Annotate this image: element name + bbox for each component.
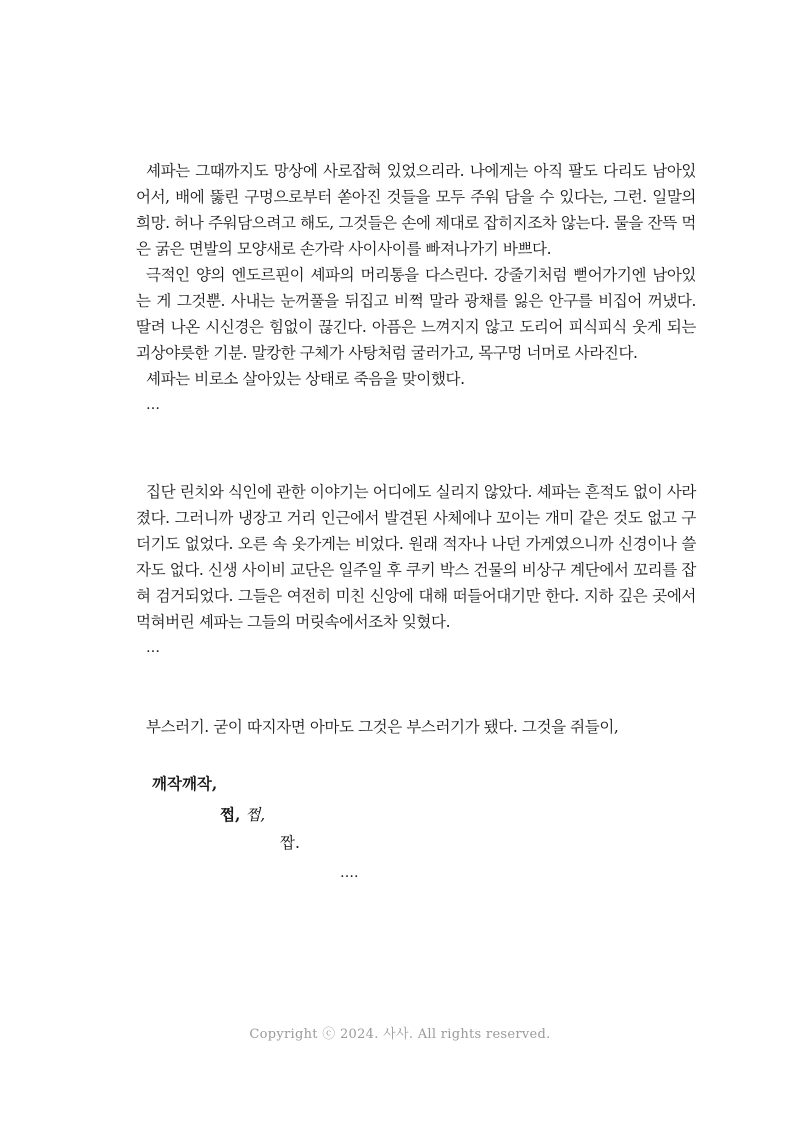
paragraph: 집단 린치와 식인에 관한 이야기는 어디에도 실리지 않았다. 셰파는 흔적도 없이 사라졌다. 그러니까 냉장고 거리 인근에서 발견된 사체에나 꼬이는 개미 같은 것도 없고 구더기도 없었다. 오른 속 옷가게는 비었다. 원래 적자나 나던 가게였으니까 신경이나 쓸 자도 없다. 신생 사이비 교단은 일주일 후 쿠키 박스 건물의 비상구 계단에서 꼬리를 잡혀 검거되었다. 그들은 여전히 미친 신앙에 대해 떠들어대기만 한다. 지하 깊은 곳에서 먹혀버린 셰파는 그들의 머릿속에서조차 잊혔다. — [136, 483, 696, 631]
sound-effect-line-3: 짭. — [280, 834, 300, 852]
sound-effect-line-4: …. — [340, 865, 359, 881]
sound-effect-line-1: 깨작깨작, — [152, 774, 218, 793]
paragraph: 셰파는 비로소 살아있는 상태로 죽음을 맞이했다. — [146, 370, 465, 388]
section-3 — [136, 714, 696, 740]
paragraph: 셰파는 그때까지도 망상에 사로잡혀 있었으리라. 나에게는 아직 팔도 다리도 남아있어서, 배에 뚫린 구멍으로부터 쏟아진 것들을 모두 주워 담을 수 있다는, 그런. 일말의 희망. 허나 주워담으려고 해도, 그것들은 손에 제대로 잡히지조차 않는다. 물을 잔뜩 먹은 굵은 면발의 모양새로 손가락 사이사이를 빠져나가기 바쁘다. — [136, 162, 696, 258]
section-1 — [136, 158, 696, 418]
sound-effect-bold: 쩝, — [220, 805, 241, 824]
ellipsis-divider: … — [146, 397, 160, 413]
copyright-footer: Copyright ⓒ 2024. 사사. All rights reserved. — [249, 1027, 551, 1042]
section-2 — [136, 479, 696, 661]
paragraph: 극적인 양의 엔도르핀이 셰파의 머리통을 다스린다. 강줄기처럼 뻗어가기엔 남아있는 게 그것뿐. 사내는 눈꺼풀을 뒤집고 비쩍 말라 광채를 잃은 안구를 비집어 꺼냈다. 딸려 나온 시신경은 힘없이 끊긴다. 아픔은 느껴지지 않고 도리어 피식피식 웃게 되는 괴상야릇한 기분. 말캉한 구체가 사탕처럼 굴러가고, 목구멍 너머로 사라진다. — [136, 266, 696, 362]
sound-effect-line-2 — [220, 804, 265, 826]
ellipsis-divider: … — [146, 640, 160, 656]
sound-effect-italic: 쩝, — [245, 806, 266, 824]
paragraph: 부스러기. 굳이 따지자면 아마도 그것은 부스러기가 됐다. 그것을 쥐들이, — [146, 718, 619, 736]
